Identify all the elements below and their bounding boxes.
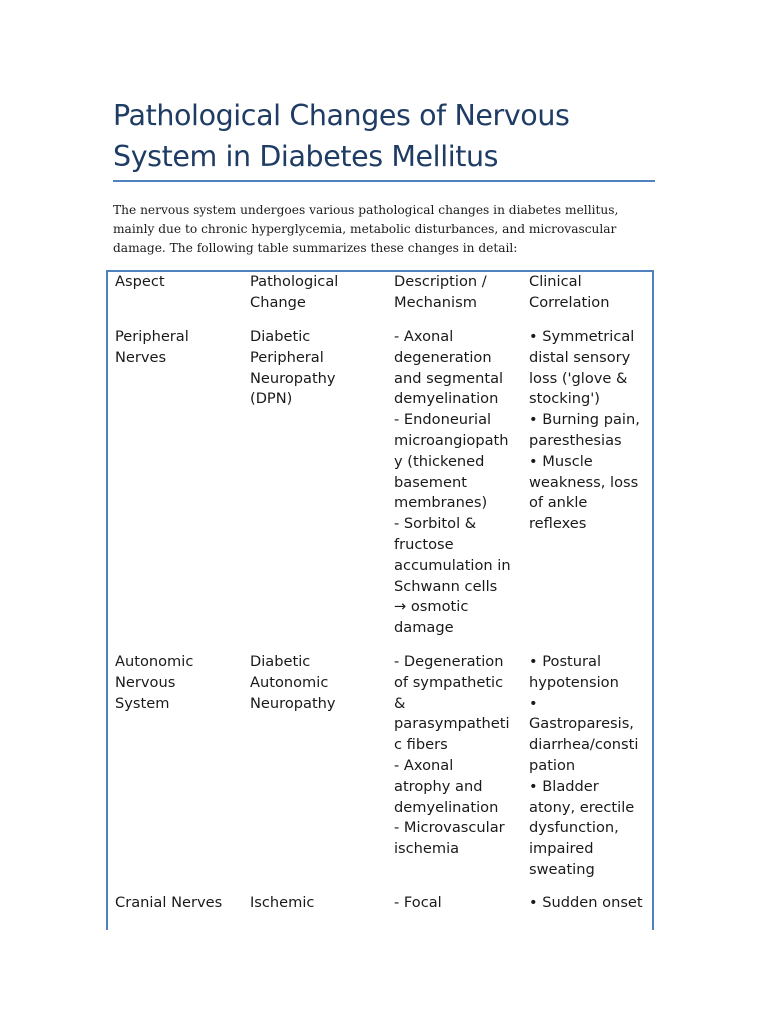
document-title: Pathological Changes of Nervous System in Diabetes Mellitus [113,99,570,173]
table-cell-change: Ischemic [250,894,315,911]
table-cell-aspect: Autonomic Nervous System [115,653,194,712]
table-cell-correlation: • Sudden onset [529,894,643,911]
table-cell-description: - Axonal degeneration and segmental demyelination - Endoneurial microangiopath y (thickened basement membranes) - Sorbitol & fructose accumulation in Schwann cells → osmotic damage [394,328,511,637]
table-cell-aspect: Cranial Nerves [115,894,223,911]
table-header-description: Description / Mechanism [394,273,487,311]
table-header-change: Pathological Change [250,273,339,311]
table-cell-description: - Focal [394,894,442,911]
table-cell-change: Diabetic Peripheral Neuropathy (DPN) [250,328,336,408]
title-divider [113,180,655,182]
table-cell-description: - Degeneration of sympathetic & parasympatheti c fibers - Axonal atrophy and demyelination - Microvascular ischemia [394,653,510,858]
table-header-aspect: Aspect [115,273,165,290]
table-cell-correlation: • Symmetrical distal sensory loss ('glove & stocking') • Burning pain, paresthesias • Muscle weakness, loss of ankle reflexes [529,328,640,533]
intro-paragraph: The nervous system undergoes various pathological changes in diabetes mellitus, mainly due to chronic hyperglycemia, metabolic disturbances, and microvascular damage. The following table summarizes these changes in detail: [113,203,619,255]
table-cell-aspect: Peripheral Nerves [115,328,189,366]
table-cell-change: Diabetic Autonomic Neuropathy [250,653,336,712]
table-cell-correlation: • Postural hypotension • Gastroparesis, diarrhea/consti pation • Bladder atony, erectile dysfunction, impaired sweating [529,653,639,878]
pathology-table [106,270,654,930]
table-header-correlation: Clinical Correlation [529,273,610,311]
